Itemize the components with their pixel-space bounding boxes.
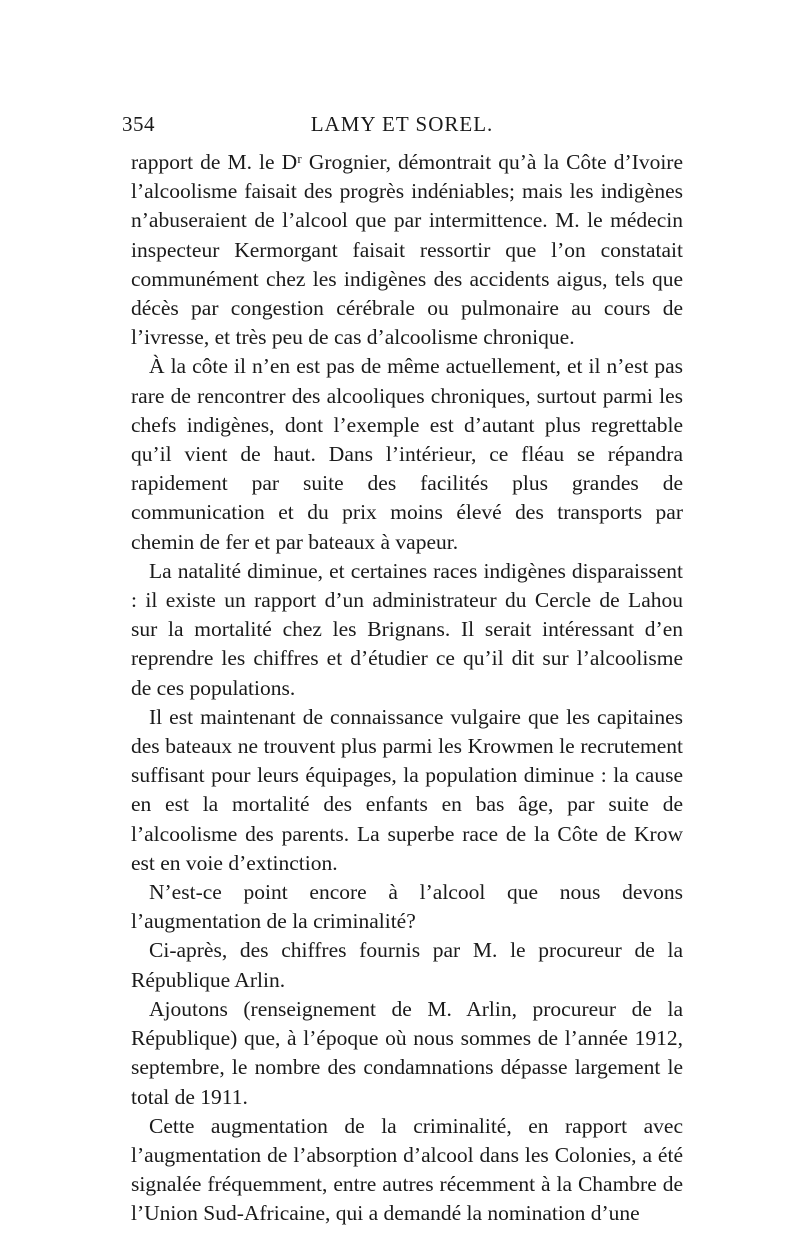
running-head [122,112,682,138]
paragraph-5: N’est-ce point encore à l’alcool que nous devons l’augmentation de la criminalité? [131,880,683,934]
paragraph-2: À la côte il n’en est pas de même actuellement, et il n’est pas rare de rencontrer des alcooliques chroniques, surtout parmi les chefs indigènes, dont l’exemple est d’autant plus regrettable qu’il vient de haut. Dans l’intérieur, ce fléau se répandra rapidement par suite des facilités plus grandes de communication et du prix moins élevé des transports par chemin de fer et par bateaux à vapeur. [131,354,683,554]
body-text [131,148,683,1229]
paragraph-1: rapport de M. le Dʳ Grognier, démontrait qu’à la Côte d’Ivoire l’alcoolisme faisait des progrès indéniables; mais les indigènes n’abuseraient de l’alcool que par intermittence. M. le médecin inspecteur Kermorgant faisait ressortir que l’on constatait communément chez les indigènes des accidents aigus, tels que décès par congestion cérébrale ou pulmonaire au cours de l’ivresse, et très peu de cas d’alcoolisme chronique. [131,150,683,350]
paragraph-8: Cette augmentation de la criminalité, en rapport avec l’augmentation de l’absorption d’alcool dans les Colonies, a été signalée fréquemment, entre autres récemment à la Chambre de l’Union Sud-Africaine, qui a demandé la nomination d’une [131,1113,683,1226]
page-number: 354 [122,112,155,136]
paragraph-6: Ci-après, des chiffres fournis par M. le procureur de la République Arlin. [131,938,683,992]
paragraph-4: Il est maintenant de connaissance vulgaire que les capitaines des bateaux ne trouvent plus parmi les Krowmen le recrutement suffisant pour leurs équipages, la population diminue : la cause en est la mortalité des enfants en bas âge, par suite de l’alcoolisme des parents. La superbe race de la Côte de Krow est en voie d’extinction. [131,704,683,875]
paragraph-3: La natalité diminue, et certaines races indigènes disparaissent : il existe un rapport d’un administrateur du Cercle de Lahou sur la mortalité chez les Brignans. Il serait intéressant d’en reprendre les chiffres et d’étudier ce qu’il dit sur l’alcoolisme de ces populations. [131,558,683,700]
paragraph-7: Ajoutons (renseignement de M. Arlin, procureur de la République) que, à l’époque où nous sommes de l’année 1912, septembre, le nombre des condamnations dépasse largement le total de 1911. [131,996,683,1109]
header-title: LAMY ET SOREL. [310,112,494,136]
